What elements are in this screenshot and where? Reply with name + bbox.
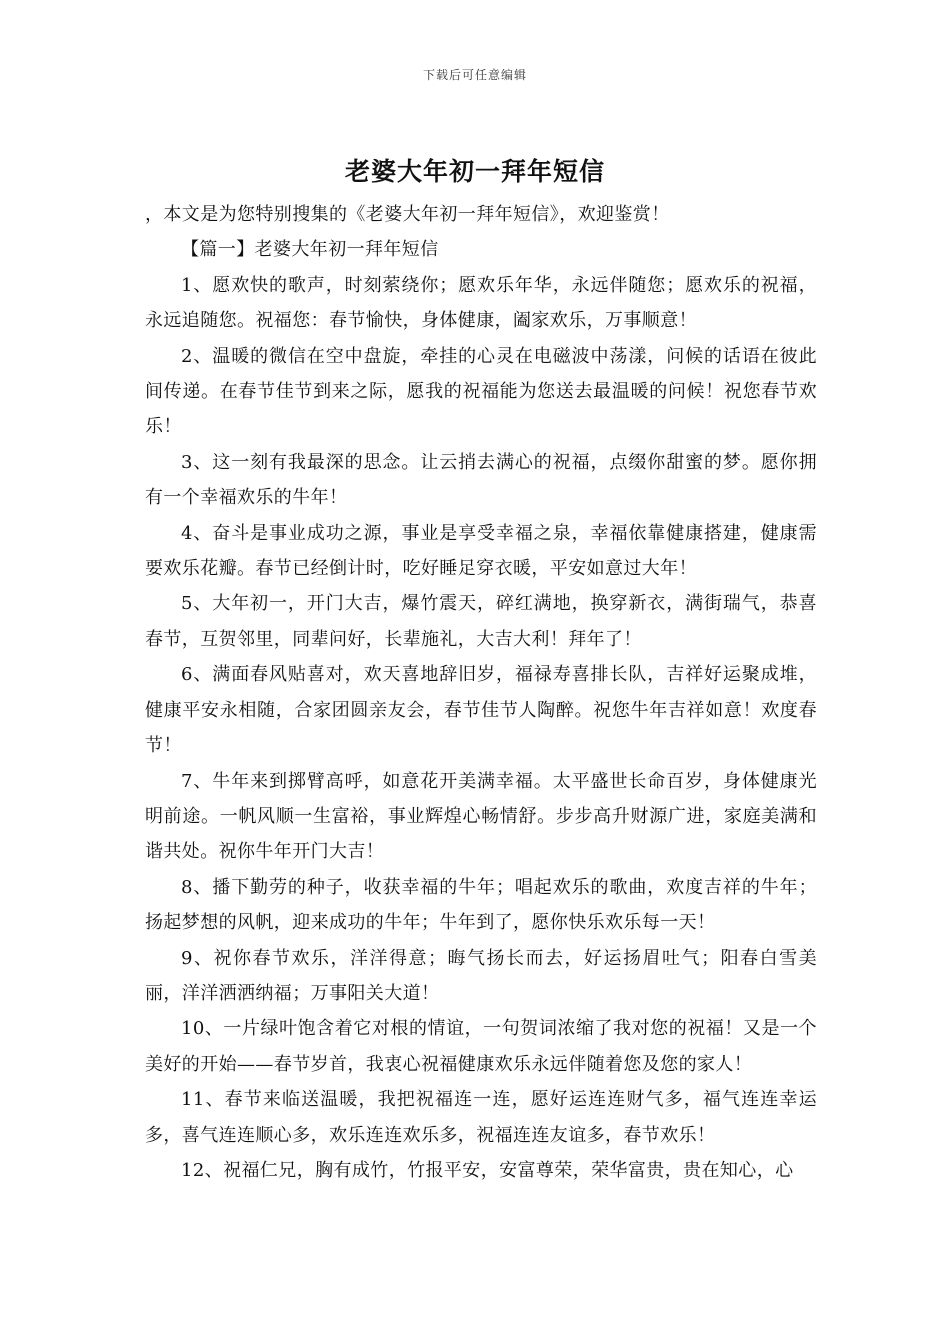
- paragraph-11: 11、春节来临送温暖，我把祝福连一连，愿好运连连财气多，福气连连幸运多，喜气连连顺心多，欢乐连连欢乐多，祝福连连友谊多，春节欢乐！: [145, 1089, 817, 1146]
- intro-paragraph: ，本文是为您特别搜集的《老婆大年初一拜年短信》，欢迎鉴赏！: [145, 204, 670, 225]
- paragraph-6: 6、满面春风贴喜对，欢天喜地辞旧岁，福禄寿喜排长队，吉祥好运聚成堆，健康平安永相随，合家团圆亲友会，春节佳节人陶醉。祝您牛年吉祥如意！欢度春节！: [145, 664, 817, 757]
- paragraph-1: 1、愿欢快的歌声，时刻萦绕你；愿欢乐年华，永远伴随您；愿欢乐的祝福，永远追随您。祝福您：春节愉快，身体健康，阖家欢乐，万事顺意！: [145, 274, 817, 332]
- paragraph-8: 8、播下勤劳的种子，收获幸福的牛年；唱起欢乐的歌曲，欢度吉祥的牛年；扬起梦想的风帆，迎来成功的牛年；牛年到了，愿你快乐欢乐每一天！: [145, 876, 817, 934]
- document-title: 老婆大年初一拜年短信: [344, 157, 605, 186]
- paragraph-7: 7、牛年来到掷臂高呼，如意花开美满幸福。太平盛世长命百岁，身体健康光明前途。一帆风顺一生富裕，事业辉煌心畅情舒。步步高升财源广进，家庭美满和谐共处。祝你牛年开门大吉！: [145, 770, 817, 863]
- paragraph-12: 12、祝福仁兄，胸有成竹，竹报平安，安富尊荣，荣华富贵，贵在知心，心: [181, 1159, 794, 1181]
- paragraph-2: 2、温暖的微信在空中盘旋，牵挂的心灵在电磁波中荡漾，问候的话语在彼此间传递。在春节佳节到来之际，愿我的祝福能为您送去最温暖的问候！祝您春节欢乐！: [145, 345, 817, 438]
- page-header-note: 下载后可任意编辑: [422, 68, 527, 82]
- paragraph-9: 9、祝你春节欢乐，洋洋得意；晦气扬长而去，好运扬眉吐气；阳春白雪美丽，洋洋洒洒纳福；万事阳关大道！: [145, 947, 817, 1004]
- paragraph-5: 5、大年初一，开门大吉，爆竹震天，碎红满地，换穿新衣，满街瑞气，恭喜春节，互贺邻里，同辈问好，长辈施礼，大吉大利！拜年了！: [145, 593, 817, 650]
- paragraph-10: 10、一片绿叶饱含着它对根的情谊，一句贺词浓缩了我对您的祝福！又是一个美好的开始——春节岁首，我衷心祝福健康欢乐永远伴随着您及您的家人！: [145, 1018, 817, 1075]
- document-body: [145, 197, 817, 1188]
- paragraph-4: 4、奋斗是事业成功之源，事业是享受幸福之泉，幸福依靠健康搭建，健康需要欢乐花瓣。春节已经倒计时，吃好睡足穿衣暖，平安如意过大年！: [145, 522, 817, 580]
- paragraph-3: 3、这一刻有我最深的思念。让云捎去满心的祝福，点缀你甜蜜的梦。愿你拥有一个幸福欢乐的牛年！: [145, 451, 817, 509]
- section-heading: 【篇一】老婆大年初一拜年短信: [181, 239, 439, 261]
